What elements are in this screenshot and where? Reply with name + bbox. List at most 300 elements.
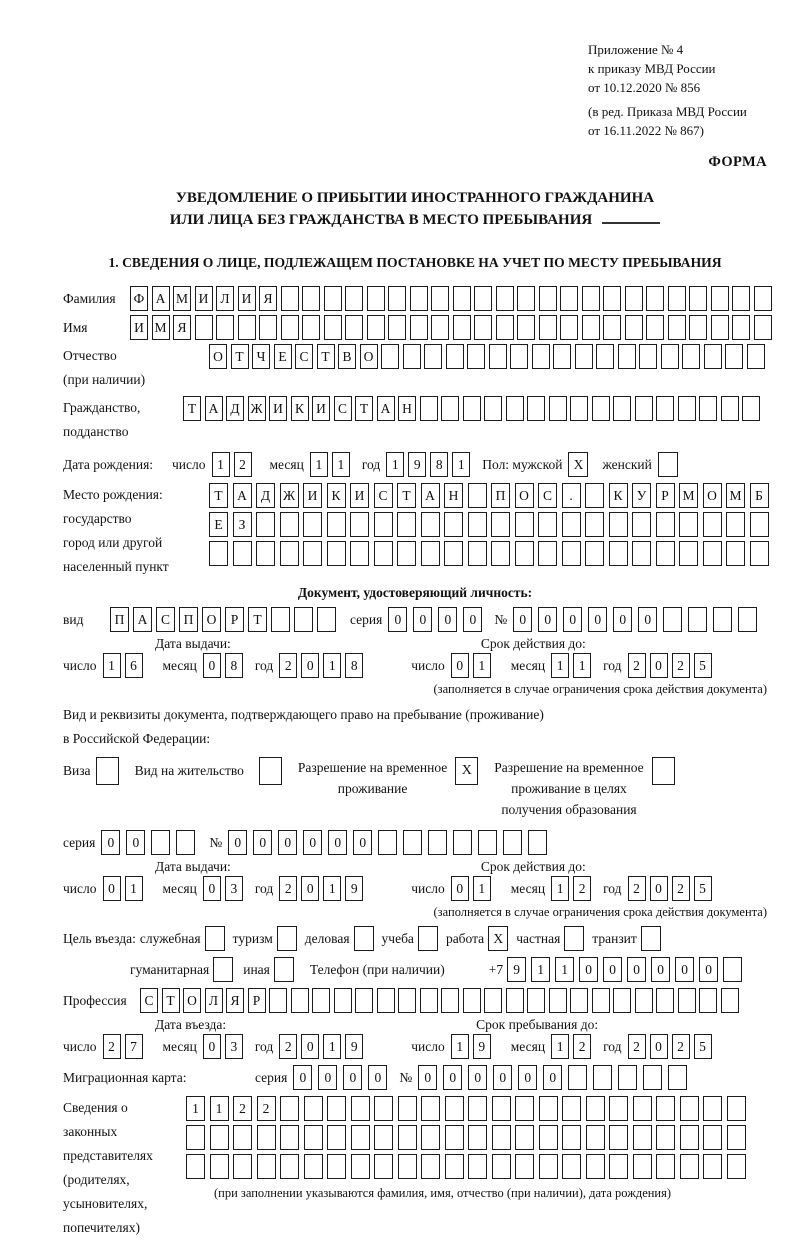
char-cell[interactable]: С (334, 396, 352, 421)
char-cell[interactable]: 0 (538, 607, 557, 632)
char-cell[interactable]: 2 (234, 452, 252, 477)
char-cell[interactable]: 0 (301, 876, 319, 901)
char-cell[interactable] (562, 1096, 581, 1121)
char-cell[interactable] (506, 988, 524, 1013)
char-cell[interactable] (562, 512, 581, 537)
char-cell[interactable] (754, 286, 772, 311)
char-cell[interactable] (374, 541, 393, 566)
char-cell[interactable] (539, 1096, 558, 1121)
char-cell[interactable]: Ф (130, 286, 148, 311)
char-cell[interactable]: А (421, 483, 440, 508)
char-cell[interactable]: 2 (573, 876, 591, 901)
char-cell[interactable] (403, 344, 421, 369)
char-cell[interactable] (703, 541, 722, 566)
char-cell[interactable] (259, 315, 277, 340)
char-cell[interactable]: П (110, 607, 129, 632)
char-cell[interactable]: 0 (203, 876, 221, 901)
purpose-work-checkbox[interactable]: X (488, 926, 508, 951)
char-cell[interactable] (603, 315, 621, 340)
char-cell[interactable]: 1 (473, 653, 491, 678)
char-cell[interactable] (431, 286, 449, 311)
char-cell[interactable] (421, 1096, 440, 1121)
char-cell[interactable] (468, 512, 487, 537)
char-cell[interactable]: 0 (343, 1065, 362, 1090)
char-cell[interactable]: Т (355, 396, 373, 421)
purpose-other-checkbox[interactable] (274, 957, 294, 982)
char-cell[interactable] (441, 988, 459, 1013)
char-cell[interactable] (754, 315, 772, 340)
char-cell[interactable] (603, 286, 621, 311)
char-cell[interactable]: 1 (210, 1096, 229, 1121)
char-cell[interactable]: Н (444, 483, 463, 508)
char-cell[interactable]: О (209, 344, 227, 369)
char-cell[interactable] (421, 1154, 440, 1179)
char-cell[interactable]: 0 (318, 1065, 337, 1090)
edu-residence-checkbox[interactable] (652, 757, 675, 785)
char-cell[interactable] (351, 1154, 370, 1179)
char-cell[interactable] (256, 541, 275, 566)
char-cell[interactable]: 0 (451, 876, 469, 901)
residence-permit-checkbox[interactable] (259, 757, 282, 785)
char-cell[interactable] (350, 541, 369, 566)
char-cell[interactable] (539, 1154, 558, 1179)
char-cell[interactable] (489, 344, 507, 369)
char-cell[interactable] (711, 315, 729, 340)
char-cell[interactable] (210, 1154, 229, 1179)
char-cell[interactable] (398, 1154, 417, 1179)
char-cell[interactable] (609, 541, 628, 566)
char-cell[interactable]: 0 (228, 830, 247, 855)
char-cell[interactable] (732, 286, 750, 311)
char-cell[interactable] (496, 315, 514, 340)
char-cell[interactable]: 0 (675, 957, 694, 982)
char-cell[interactable]: 1 (451, 1034, 469, 1059)
char-cell[interactable] (527, 396, 545, 421)
char-cell[interactable] (679, 512, 698, 537)
char-cell[interactable]: 9 (345, 1034, 363, 1059)
char-cell[interactable]: 1 (551, 653, 569, 678)
char-cell[interactable] (484, 396, 502, 421)
char-cell[interactable]: Я (259, 286, 277, 311)
char-cell[interactable] (646, 286, 664, 311)
char-cell[interactable]: 0 (579, 957, 598, 982)
char-cell[interactable] (585, 512, 604, 537)
char-cell[interactable] (656, 541, 675, 566)
char-cell[interactable] (750, 541, 769, 566)
char-cell[interactable]: 0 (603, 957, 622, 982)
char-cell[interactable]: С (538, 483, 557, 508)
char-cell[interactable]: А (133, 607, 152, 632)
char-cell[interactable] (625, 315, 643, 340)
char-cell[interactable] (303, 541, 322, 566)
char-cell[interactable] (570, 396, 588, 421)
char-cell[interactable] (688, 607, 707, 632)
char-cell[interactable]: 2 (628, 653, 646, 678)
char-cell[interactable] (609, 512, 628, 537)
char-cell[interactable] (527, 988, 545, 1013)
char-cell[interactable]: 0 (418, 1065, 437, 1090)
char-cell[interactable] (445, 1096, 464, 1121)
char-cell[interactable] (468, 1154, 487, 1179)
char-cell[interactable] (510, 344, 528, 369)
char-cell[interactable] (381, 344, 399, 369)
char-cell[interactable] (327, 1125, 346, 1150)
char-cell[interactable] (280, 1125, 299, 1150)
char-cell[interactable] (713, 607, 732, 632)
char-cell[interactable]: Ж (280, 483, 299, 508)
char-cell[interactable] (210, 1125, 229, 1150)
char-cell[interactable] (345, 315, 363, 340)
char-cell[interactable] (668, 1065, 687, 1090)
char-cell[interactable]: С (140, 988, 158, 1013)
char-cell[interactable] (553, 344, 571, 369)
char-cell[interactable]: 0 (699, 957, 718, 982)
char-cell[interactable] (424, 344, 442, 369)
char-cell[interactable]: 2 (279, 876, 297, 901)
char-cell[interactable]: 0 (203, 653, 221, 678)
char-cell[interactable] (444, 541, 463, 566)
char-cell[interactable] (398, 988, 416, 1013)
char-cell[interactable] (445, 1154, 464, 1179)
char-cell[interactable] (233, 541, 252, 566)
char-cell[interactable] (721, 396, 739, 421)
char-cell[interactable]: Р (656, 483, 675, 508)
char-cell[interactable]: 0 (301, 1034, 319, 1059)
sex-male-checkbox[interactable]: X (568, 452, 588, 477)
char-cell[interactable] (355, 988, 373, 1013)
char-cell[interactable] (618, 344, 636, 369)
char-cell[interactable] (613, 988, 631, 1013)
char-cell[interactable]: 3 (225, 876, 243, 901)
char-cell[interactable] (585, 541, 604, 566)
char-cell[interactable]: 2 (103, 1034, 121, 1059)
char-cell[interactable]: 1 (332, 452, 350, 477)
char-cell[interactable] (397, 512, 416, 537)
char-cell[interactable]: 5 (694, 876, 712, 901)
purpose-business-checkbox[interactable] (354, 926, 374, 951)
char-cell[interactable]: 3 (225, 1034, 243, 1059)
char-cell[interactable] (656, 512, 675, 537)
char-cell[interactable]: 0 (588, 607, 607, 632)
char-cell[interactable]: 0 (293, 1065, 312, 1090)
char-cell[interactable] (302, 286, 320, 311)
char-cell[interactable]: 1 (103, 653, 121, 678)
char-cell[interactable] (398, 1096, 417, 1121)
char-cell[interactable] (528, 830, 547, 855)
char-cell[interactable] (549, 396, 567, 421)
char-cell[interactable] (280, 512, 299, 537)
char-cell[interactable] (468, 1125, 487, 1150)
char-cell[interactable]: 0 (413, 607, 432, 632)
char-cell[interactable]: П (491, 483, 510, 508)
purpose-tourism-checkbox[interactable] (277, 926, 297, 951)
char-cell[interactable] (704, 344, 722, 369)
char-cell[interactable]: 1 (555, 957, 574, 982)
char-cell[interactable] (721, 988, 739, 1013)
char-cell[interactable] (421, 541, 440, 566)
char-cell[interactable] (656, 1125, 675, 1150)
char-cell[interactable]: Е (209, 512, 228, 537)
char-cell[interactable]: П (179, 607, 198, 632)
char-cell[interactable] (725, 344, 743, 369)
char-cell[interactable]: Т (248, 607, 267, 632)
char-cell[interactable]: Я (173, 315, 191, 340)
visa-checkbox[interactable] (96, 757, 119, 785)
char-cell[interactable] (668, 315, 686, 340)
char-cell[interactable] (539, 315, 557, 340)
char-cell[interactable] (420, 396, 438, 421)
sex-female-checkbox[interactable] (658, 452, 678, 477)
char-cell[interactable]: 2 (672, 1034, 690, 1059)
char-cell[interactable] (324, 315, 342, 340)
char-cell[interactable] (592, 396, 610, 421)
char-cell[interactable]: 0 (650, 1034, 668, 1059)
char-cell[interactable]: 8 (345, 653, 363, 678)
char-cell[interactable] (444, 512, 463, 537)
char-cell[interactable] (613, 396, 631, 421)
char-cell[interactable] (492, 1096, 511, 1121)
char-cell[interactable] (582, 286, 600, 311)
char-cell[interactable]: 1 (323, 653, 341, 678)
char-cell[interactable]: 0 (101, 830, 120, 855)
char-cell[interactable] (663, 607, 682, 632)
char-cell[interactable]: М (152, 315, 170, 340)
char-cell[interactable] (280, 541, 299, 566)
char-cell[interactable] (491, 512, 510, 537)
char-cell[interactable]: 0 (368, 1065, 387, 1090)
char-cell[interactable] (562, 1154, 581, 1179)
char-cell[interactable]: 0 (353, 830, 372, 855)
char-cell[interactable] (304, 1125, 323, 1150)
char-cell[interactable] (515, 541, 534, 566)
char-cell[interactable]: О (183, 988, 201, 1013)
char-cell[interactable]: 9 (473, 1034, 491, 1059)
char-cell[interactable]: Н (398, 396, 416, 421)
purpose-study-checkbox[interactable] (418, 926, 438, 951)
char-cell[interactable] (679, 541, 698, 566)
char-cell[interactable] (280, 1096, 299, 1121)
char-cell[interactable]: Д (256, 483, 275, 508)
char-cell[interactable] (609, 1125, 628, 1150)
char-cell[interactable] (176, 830, 195, 855)
char-cell[interactable] (496, 286, 514, 311)
char-cell[interactable] (560, 315, 578, 340)
char-cell[interactable]: 9 (507, 957, 526, 982)
char-cell[interactable] (560, 286, 578, 311)
char-cell[interactable] (398, 1125, 417, 1150)
char-cell[interactable]: Т (209, 483, 228, 508)
char-cell[interactable]: 0 (126, 830, 145, 855)
char-cell[interactable]: 1 (551, 1034, 569, 1059)
char-cell[interactable] (726, 512, 745, 537)
char-cell[interactable] (478, 830, 497, 855)
char-cell[interactable]: 1 (551, 876, 569, 901)
char-cell[interactable] (463, 396, 481, 421)
char-cell[interactable]: 5 (694, 653, 712, 678)
char-cell[interactable]: Л (205, 988, 223, 1013)
char-cell[interactable] (593, 1065, 612, 1090)
char-cell[interactable]: . (562, 483, 581, 508)
char-cell[interactable] (303, 512, 322, 537)
char-cell[interactable]: 7 (125, 1034, 143, 1059)
char-cell[interactable] (643, 1065, 662, 1090)
char-cell[interactable]: 6 (125, 653, 143, 678)
char-cell[interactable] (575, 344, 593, 369)
char-cell[interactable] (747, 344, 765, 369)
char-cell[interactable]: З (233, 512, 252, 537)
char-cell[interactable] (632, 512, 651, 537)
char-cell[interactable] (517, 286, 535, 311)
char-cell[interactable] (633, 1154, 652, 1179)
char-cell[interactable]: Е (274, 344, 292, 369)
char-cell[interactable] (633, 1125, 652, 1150)
char-cell[interactable] (302, 315, 320, 340)
char-cell[interactable]: О (360, 344, 378, 369)
char-cell[interactable]: 1 (323, 876, 341, 901)
char-cell[interactable]: 0 (563, 607, 582, 632)
char-cell[interactable] (738, 607, 757, 632)
char-cell[interactable] (646, 315, 664, 340)
char-cell[interactable] (463, 988, 481, 1013)
char-cell[interactable] (568, 1065, 587, 1090)
char-cell[interactable]: 0 (303, 830, 322, 855)
char-cell[interactable] (727, 1154, 746, 1179)
char-cell[interactable] (484, 988, 502, 1013)
char-cell[interactable] (635, 988, 653, 1013)
char-cell[interactable] (291, 988, 309, 1013)
char-cell[interactable] (678, 988, 696, 1013)
char-cell[interactable]: И (238, 286, 256, 311)
char-cell[interactable]: М (679, 483, 698, 508)
temp-residence-checkbox[interactable]: X (455, 757, 478, 785)
char-cell[interactable] (680, 1154, 699, 1179)
char-cell[interactable] (209, 541, 228, 566)
char-cell[interactable] (271, 607, 290, 632)
char-cell[interactable]: С (156, 607, 175, 632)
char-cell[interactable] (633, 1096, 652, 1121)
char-cell[interactable] (625, 286, 643, 311)
char-cell[interactable]: 2 (573, 1034, 591, 1059)
char-cell[interactable] (312, 988, 330, 1013)
char-cell[interactable]: А (377, 396, 395, 421)
char-cell[interactable] (151, 830, 170, 855)
char-cell[interactable]: 2 (672, 653, 690, 678)
char-cell[interactable] (539, 286, 557, 311)
char-cell[interactable] (186, 1154, 205, 1179)
char-cell[interactable] (351, 1125, 370, 1150)
char-cell[interactable]: 0 (650, 653, 668, 678)
char-cell[interactable] (327, 1154, 346, 1179)
char-cell[interactable] (635, 396, 653, 421)
char-cell[interactable]: 0 (328, 830, 347, 855)
char-cell[interactable] (374, 1154, 393, 1179)
char-cell[interactable]: 1 (212, 452, 230, 477)
char-cell[interactable] (256, 512, 275, 537)
char-cell[interactable] (233, 1154, 252, 1179)
char-cell[interactable] (453, 286, 471, 311)
char-cell[interactable] (233, 1125, 252, 1150)
char-cell[interactable] (742, 396, 760, 421)
char-cell[interactable]: Я (226, 988, 244, 1013)
char-cell[interactable] (711, 286, 729, 311)
char-cell[interactable]: 2 (279, 1034, 297, 1059)
char-cell[interactable]: 1 (573, 653, 591, 678)
char-cell[interactable] (727, 1125, 746, 1150)
char-cell[interactable] (294, 607, 313, 632)
char-cell[interactable] (195, 315, 213, 340)
char-cell[interactable]: И (195, 286, 213, 311)
char-cell[interactable] (238, 315, 256, 340)
char-cell[interactable]: О (515, 483, 534, 508)
char-cell[interactable] (562, 541, 581, 566)
char-cell[interactable]: М (173, 286, 191, 311)
char-cell[interactable]: А (205, 396, 223, 421)
char-cell[interactable]: 1 (386, 452, 404, 477)
char-cell[interactable] (656, 988, 674, 1013)
char-cell[interactable] (699, 396, 717, 421)
char-cell[interactable]: 0 (518, 1065, 537, 1090)
char-cell[interactable]: К (609, 483, 628, 508)
char-cell[interactable] (410, 315, 428, 340)
char-cell[interactable]: 0 (203, 1034, 221, 1059)
char-cell[interactable] (351, 1096, 370, 1121)
char-cell[interactable]: 1 (452, 452, 470, 477)
char-cell[interactable]: О (703, 483, 722, 508)
char-cell[interactable]: 0 (451, 653, 469, 678)
char-cell[interactable] (441, 396, 459, 421)
char-cell[interactable]: Ч (252, 344, 270, 369)
char-cell[interactable] (618, 1065, 637, 1090)
char-cell[interactable] (570, 988, 588, 1013)
char-cell[interactable] (586, 1154, 605, 1179)
char-cell[interactable] (421, 1125, 440, 1150)
char-cell[interactable]: 2 (672, 876, 690, 901)
char-cell[interactable]: 1 (125, 876, 143, 901)
char-cell[interactable]: 8 (430, 452, 448, 477)
char-cell[interactable]: А (233, 483, 252, 508)
char-cell[interactable]: 5 (694, 1034, 712, 1059)
char-cell[interactable] (596, 344, 614, 369)
char-cell[interactable] (515, 1125, 534, 1150)
char-cell[interactable] (334, 988, 352, 1013)
char-cell[interactable]: 0 (513, 607, 532, 632)
char-cell[interactable] (668, 286, 686, 311)
char-cell[interactable]: Д (226, 396, 244, 421)
char-cell[interactable]: 1 (323, 1034, 341, 1059)
char-cell[interactable]: 0 (103, 876, 121, 901)
char-cell[interactable] (703, 1154, 722, 1179)
char-cell[interactable] (281, 315, 299, 340)
char-cell[interactable] (388, 315, 406, 340)
char-cell[interactable] (515, 512, 534, 537)
char-cell[interactable] (397, 541, 416, 566)
char-cell[interactable]: И (303, 483, 322, 508)
char-cell[interactable] (661, 344, 679, 369)
char-cell[interactable] (257, 1154, 276, 1179)
char-cell[interactable]: Л (216, 286, 234, 311)
char-cell[interactable] (726, 541, 745, 566)
char-cell[interactable]: 0 (493, 1065, 512, 1090)
char-cell[interactable]: Т (231, 344, 249, 369)
char-cell[interactable]: Т (317, 344, 335, 369)
char-cell[interactable] (420, 988, 438, 1013)
char-cell[interactable]: А (152, 286, 170, 311)
char-cell[interactable]: И (269, 396, 287, 421)
char-cell[interactable]: 0 (613, 607, 632, 632)
char-cell[interactable]: К (291, 396, 309, 421)
char-cell[interactable]: 1 (531, 957, 550, 982)
char-cell[interactable]: Т (183, 396, 201, 421)
